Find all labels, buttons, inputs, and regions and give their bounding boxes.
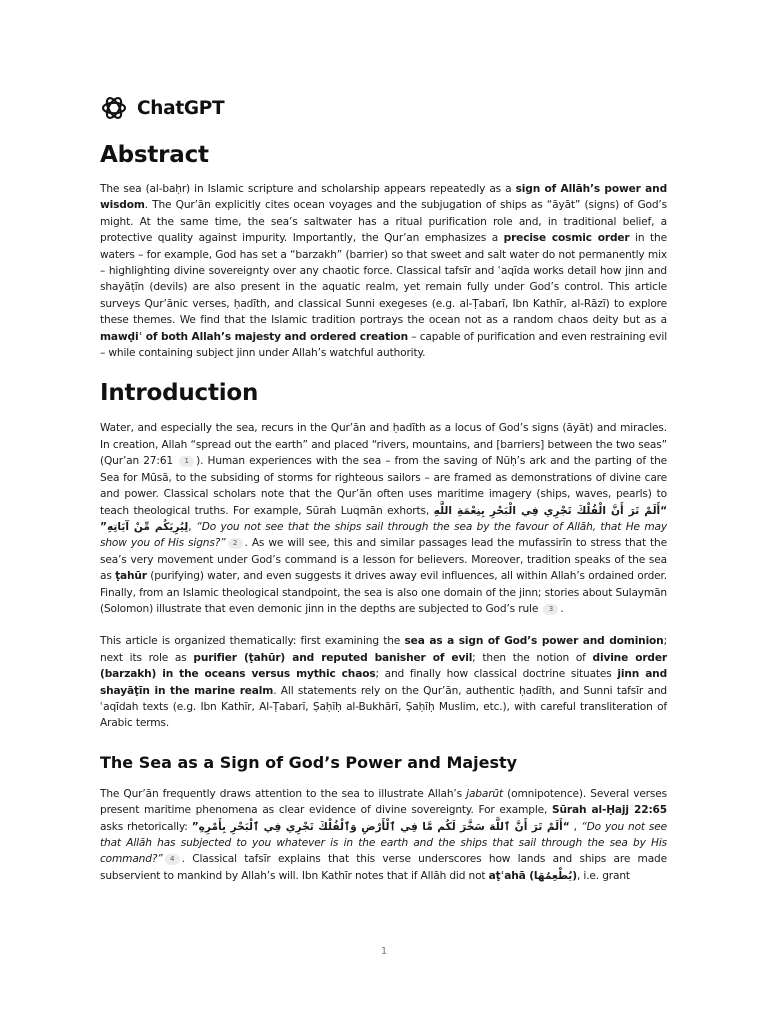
s1-bold-ataha: aṭʿahā (: [488, 869, 534, 882]
intro-text-5: (purifying) water, and even suggests it drives away evil influences, all within Allah’s ordained order. Finally, from an Islamic theological standpoint, the sea is also one domain of the jinn; stories about Sulaymān (Solomon) illustrate that even demonic jinn in the depths are subjected to God’s rule: [100, 570, 667, 615]
arabic-verse-luqman: “أَلَمْ تَرَ أَنَّ الْفُلْكَ تَجْرِي فِي الْبَحْرِ بِنِعْمَةِ اللَّهِ لِيُرِيَكُم مِّنْ آيَاتِهِ”: [100, 504, 667, 533]
s1-text-2: (omnipotence). Several verses present maritime phenomena as clear evidence of divine sovereignty. For example,: [100, 787, 667, 817]
abstract-bold-1: sign of Allāh’s power and wisdom: [100, 183, 668, 212]
introduction-paragraph-1: [100, 420, 667, 617]
introduction-paragraph-2: [100, 633, 667, 731]
intro2-bold-2: purifier (ṭahūr) and reputed banisher of evil: [193, 651, 473, 664]
document-page: [100, 94, 667, 884]
footnote-ref-2[interactable]: 2: [228, 538, 243, 549]
page-number: 1: [380, 946, 388, 957]
s1-text-6: , i.e. grant: [576, 869, 630, 882]
intro-translation-luqman: “Do you not see that the ships sail through the sea by the favour of Allāh, that He may show you of His signs?”: [100, 520, 667, 550]
abstract-bold-2: precise cosmic order: [503, 232, 630, 245]
s1-text-3: asks rhetorically:: [100, 820, 192, 833]
intro2-text-1: This article is organized thematically: first examining the: [100, 635, 405, 648]
intro2-bold-1: sea as a sign of God’s power and dominion: [404, 635, 664, 648]
intro-text-4: . As we will see, this and similar passages lead the mufassirīn to stress that the sea’s very movement under God’s command is a lesson for believers. Moreover, tradition speaks of the sea as: [100, 537, 667, 583]
abstract-text-3: in the waters – for example, God has set a “barzakh” (barrier) so that sweet and salt water do not permanently mix – highlighting divine sovereignty over any chaotic force. Classical tafsīr and ʿaqīda works detail how jinn and shayāṭīn (devils) are also present in the aquatic realm, yet remain fully under God’s control. This article surveys Qur’ānic verses, ḥadīth, and classical Sunni exegeses (e.g. al-Ṭabarī, Ibn Kathīr, al-Rāzī) to explore these themes. We find that the Islamic tradition portrays the ocean not as a random chaos deity but as a: [100, 232, 667, 327]
introduction-heading: Introduction: [100, 380, 259, 407]
abstract-text-4: – capable of purification and even restraining evil – while containing subject jinn under Allah’s watchful authority.: [100, 330, 667, 360]
intro-bold-tahur: ṭahūr: [115, 570, 147, 583]
footnote-ref-1[interactable]: 1: [179, 456, 194, 467]
section1-paragraph: [100, 786, 667, 884]
arabic-verse-hajj: “أَلَمْ تَرَ أَنَّ ٱللَّهَ سَخَّرَ لَكُم مَّا فِي ٱلْأَرْضِ وَٱلْفُلْكَ تَجْرِي فِي ٱلْبَحْرِ بِأَمْرِهِ”: [191, 820, 570, 833]
openai-logo-icon: [100, 94, 128, 122]
abstract-heading: Abstract: [100, 142, 209, 168]
intro-text-6: .: [560, 602, 564, 615]
s1-text-4: ,: [569, 820, 582, 833]
brand-name: ChatGPT: [137, 97, 225, 119]
s1-arabic-ataha: يُطْعِمُهَا: [533, 869, 573, 882]
abstract-paragraph: [100, 181, 667, 361]
s1-italic-jabarut: jabarūt: [466, 787, 503, 800]
intro2-text-5: . All statements rely on the Qur’ān, authentic ḥadīth, and Sunni tafsīr and ʿaqīdah texts (e.g. Ibn Kathīr, Al-Ṭabarī, Ṣaḥīḥ al-Bukhārī, Ṣaḥīḥ Muslim, etc.), with careful transliteration of Arabic terms.: [100, 684, 667, 730]
intro-text-1: Water, and especially the sea, recurs in the Qur’ān and ḥadīth as a locus of God’s signs (āyāt) and miracles. In creation, Allah “spread out the earth” and placed “rivers, mountains, and [barriers] between the two seas” (Qur’an 27:61: [100, 422, 667, 468]
s1-text-1: The Qur’ān frequently draws attention to the sea to illustrate Allah’s: [100, 787, 467, 800]
brand-header: [100, 94, 667, 122]
intro2-text-2: ; next its role as: [100, 635, 667, 664]
intro2-text-4: ; and finally how classical doctrine situates: [375, 668, 618, 681]
s1-bold-surah-hajj: Sūrah al-Ḥajj 22:65: [552, 804, 667, 817]
intro-text-2: ). Human experiences with the sea – from the saving of Nūḥ’s ark and the parting of the Sea for Mūsā, to the subsiding of storms for righteous sailors – are framed as demonstrations of divine care and power. Classical scholars note that the Qur’ān often uses maritime imagery (ships, waves, pearls) to teach theological truths. For example, Sūrah Luqmān exhorts,: [100, 455, 668, 517]
s1-bold-close-paren: ): [572, 869, 577, 882]
intro-text-3: ,: [188, 520, 197, 533]
s1-text-5: . Classical tafsīr explains that this verse underscores how lands and ships are made subservient to mankind by Allah’s will. Ibn Kathīr notes that if Allāh did not: [100, 853, 667, 882]
footnote-ref-4[interactable]: 4: [165, 854, 180, 865]
abstract-text-2: . The Qur’ān explicitly cites ocean voyages and the subjugation of ships as “āyāt” (signs) of God’s might. At the same time, the sea’s saltwater has a ritual purification role and, in traditional belief, a protective quality against impurity. Importantly, the Qur’an emphasizes a: [100, 199, 667, 245]
intro2-bold-4: jinn and shayāṭīn in the marine realm: [100, 668, 668, 697]
footnote-ref-3[interactable]: 3: [543, 604, 558, 615]
s1-translation-hajj: “Do you not see that Allāh has subjected to you whatever is in the earth and the ships that sail through the sea by His command?”: [100, 820, 667, 866]
intro2-text-3: ; then the notion of: [472, 651, 593, 664]
intro2-bold-3: divine order (barzakh) in the oceans versus mythic chaos: [100, 651, 667, 681]
abstract-text-1: The sea (al-baḥr) in Islamic scripture and scholarship appears repeatedly as a: [100, 183, 516, 195]
abstract-bold-3: mawḍiʿ of both Allah’s majesty and ordered creation: [100, 330, 408, 343]
section-heading-sea-sign: The Sea as a Sign of God’s Power and Majesty: [100, 752, 518, 772]
